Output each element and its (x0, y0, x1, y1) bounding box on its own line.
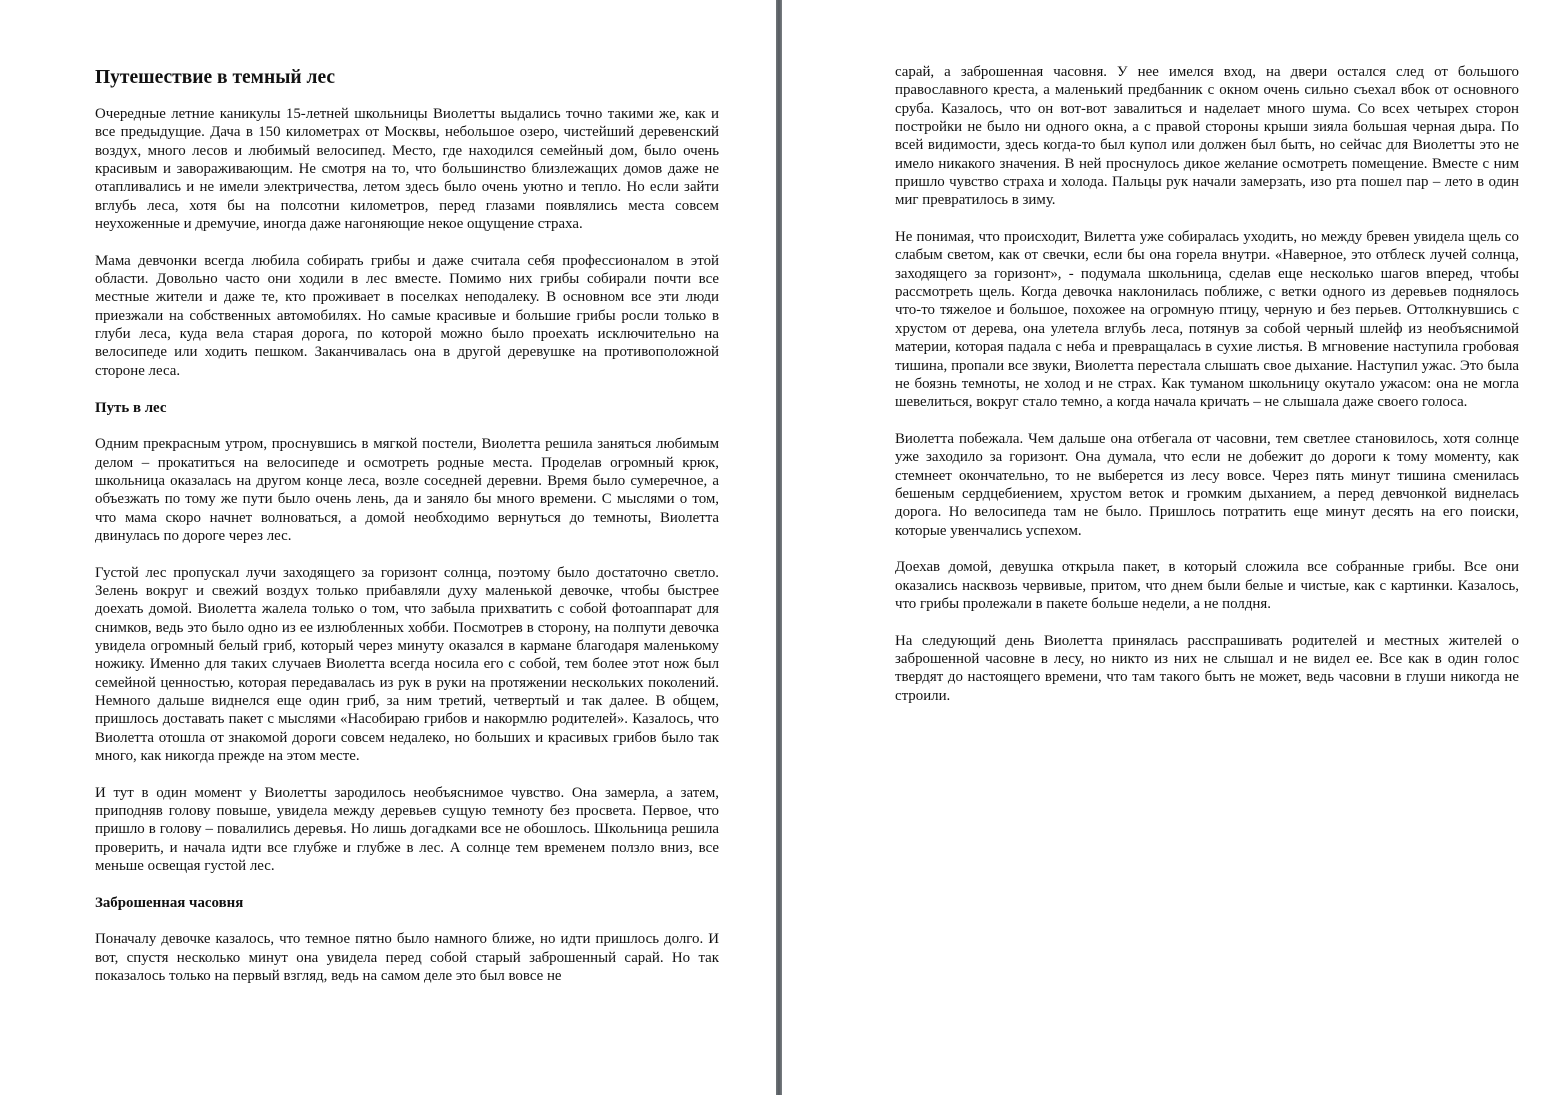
left-text-column (95, 66, 719, 1004)
left-page (0, 0, 776, 1095)
paragraph: сарай, а заброшенная часовня. У нее имелся вход, на двери остался след от большого православного креста, а маленький предбанник с окном очень сильно съехал вбок от основного сруба. Казалось, что он вот-вот завалиться и наделает много шума. Со всех четырех сторон постройки не было ни одного окна, а с правой стороны крыши зияла большая черная дыра. По всей видимости, здесь когда-то был купол или должен был быть, но сейчас для Виолетты это не имело никакого значения. В ней проснулось дикое желание осмотреть помещение. Вместе с ним пришло чувство страха и холода. Пальцы рук начали замерзать, изо рта пошел пар – лето в один миг превратилось в зиму. (895, 64, 1519, 209)
paragraph: Поначалу девочке казалось, что темное пятно было намного ближе, но идти пришлось долго. И вот, спустя несколько минут она увидела перед собой старый заброшенный сарай. Но так показалось только на первый взгляд, ведь на самом деле это был вовсе не (95, 931, 719, 985)
paragraph: Очередные летние каникулы 15-летней школьницы Виолетты выдались точно такими же, как и все предыдущие. Дача в 150 километрах от Москвы, небольшое озеро, чистейший деревенский воздух, много лесов и любимый велосипед. Место, где находился семейный дом, было очень красивым и завораживающим. Не смотря на то, что большинство близлежащих домов даже не отапливались и не имели электричества, летом здесь было очень уютно и тепло. Но если зайти вглубь леса, хотя бы на полсотни километров, перед глазами появлялись места совсем неухоженные и дремучие, иногда даже нагоняющие некое ощущение страха. (95, 106, 719, 233)
paragraph: Мама девчонки всегда любила собирать грибы и даже считала себя профессионалом в этой области. Довольно часто они ходили в лес вместе. Помимо них грибы собирали почти все местные жители и даже те, кто проживает в поселках неподалеку. В основном все эти люди приезжали на собственных автомобилях. Но самые красивые и большие грибы росли только в глуби леса, куда вела старая дорога, по которой можно было проехать исключительно на велосипеде или ходить пешком. Заканчивалась она в другой деревушке на противоположной стороне леса. (95, 252, 719, 379)
paragraph: И тут в один момент у Виолетты зародилось необъяснимое чувство. Она замерла, а затем, приподняв голову повыше, увидела между деревьев сущую темноту без просвета. Первое, что пришло в голову – повалились деревья. Но лишь догадками все не обошлось. Школьница решила проверить, и начала идти все глубже и глубже в лес. А солнце тем временем ползло вниз, все меньше освещая густой лес. (95, 784, 719, 875)
section-heading: Заброшенная часовня (95, 894, 244, 911)
right-page (782, 0, 1558, 1095)
paragraph: Одним прекрасным утром, проснувшись в мягкой постели, Виолетта решила заняться любимым делом – прокатиться на велосипеде и осмотреть родные места. Проделав огромный крюк, школьница оказалась на другом конце леса, возле соседней деревни. Время было сумеречное, а объезжать по тому же пути было очень лень, да и заняло бы много времени. С мыслями о том, что мама скоро начнет волноваться, а домой необходимо вернуться до темноты, Виолетта двинулась по дороге через лес. (95, 436, 719, 544)
paragraph: Не понимая, что происходит, Вилетта уже собиралась уходить, но между бревен увидела щель со слабым светом, как от свечки, если бы она горела внутри. «Наверное, это отблеск лучей солнца, заходящего за горизонт», - подумала школьница, сделав еще несколько шагов вперед, чтобы рассмотреть щель. Когда девочка наклонилась поближе, с ветки одного из деревьев поднялось что-то тяжелое и большое, похожее на огромную птицу, черную и без перьев. Оттолкнувшись с хрустом от дерева, она улетела вглубь леса, потянув за собой черный шлейф из необъяснимой материи, которая падала с неба и превращалась в сухие листья. В мгновение наступила гробовая тишина, пропали все звуки, Виолетта перестала слышать свое дыхание. Наступил ужас. Это была не боязнь темноты, не холод и не страх. Как туманом школьницу окутало ужасом: она не могла шевелиться, вокруг стало темно, а когда начала кричать – не слышала даже своего голоса. (895, 229, 1519, 411)
paragraph: Густой лес пропускал лучи заходящего за горизонт солнца, поэтому было достаточно светло. Зелень вокруг и свежий воздух только прибавляли духу маленькой девочке, чтобы быстрее доехать домой. Виолетта жалела только о том, что забыла прихватить с собой фотоаппарат для снимков, ведь это было одно из ее излюбленных хобби. Посмотрев в сторону, на полпути девочка увидела огромный белый гриб, который через минуту оказался в кармане благодаря маленькому ножику. Именно для таких случаев Виолетта всегда носила его с собой, тем более этот нож был семейной ценностью, которая передавалась из рук в руки на протяжении нескольких поколений. Немного дальше виднелся еще один гриб, за ним третий, четвертый и так далее. В общем, пришлось доставать пакет с мыслями «Насобираю грибов и накормлю родителей». Казалось, что Виолетта отошла от знакомой дороги совсем недалеко, но больших и красивых грибов было так много, как никогда прежде на этом месте. (95, 564, 719, 765)
document-title: Путешествие в темный лес (95, 67, 336, 88)
section-heading: Путь в лес (95, 399, 167, 416)
right-text-column (895, 63, 1519, 723)
paragraph: Виолетта побежала. Чем дальше она отбегала от часовни, тем светлее становилось, хотя солнце уже заходило за горизонт. Она думала, что если не добежит до дороги к тому моменту, как стемнеет окончательно, то не выберется из лесу вовсе. Через пять минут тишина сменилась бешеным сердцебиением, хрустом веток и громким дыханием, а перед девчонкой виднелась дорога. Но велосипеда там не было. Пришлось потратить еще минут десять на его поиски, которые увенчались успехом. (895, 430, 1519, 539)
paragraph: На следующий день Виолетта принялась расспрашивать родителей и местных жителей о заброшенной часовне в лесу, но никто из них не слышал и не видел ее. Все как в один голос твердят до настоящего времени, что там такого быть не может, ведь часовни в глуши никогда не строили. (895, 632, 1519, 704)
paragraph: Доехав домой, девушка открыла пакет, в который сложила все собранные грибы. Все они оказались насквозь червивые, притом, что днем были белые и чистые, как с картинки. Казалось, что грибы пролежали в пакете больше недели, а не полдня. (895, 559, 1519, 612)
